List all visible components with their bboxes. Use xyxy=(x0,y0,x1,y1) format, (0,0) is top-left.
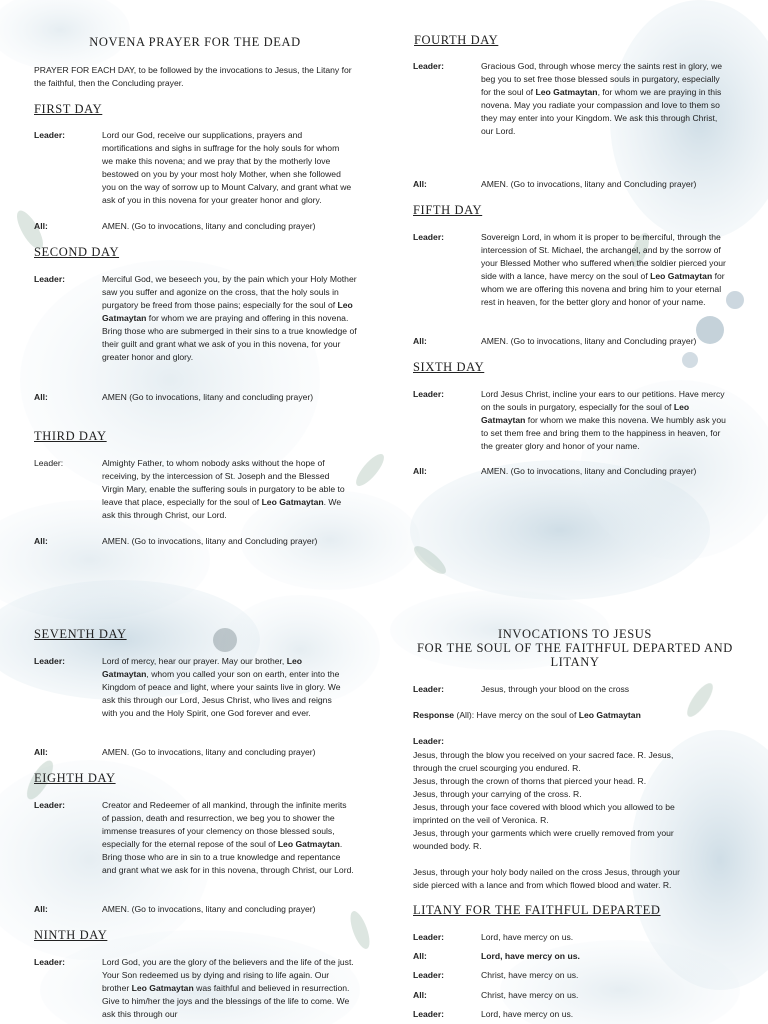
litany-row-label: Leader: xyxy=(413,970,445,980)
heading-fifth-day: FIFTH DAY xyxy=(413,203,483,217)
response-label: Response xyxy=(413,710,455,720)
heading-eighth-day: EIGHTH DAY xyxy=(34,771,116,785)
ninth-day-leader-text: Lord God, you are the glory of the believers and the life of the just. Your Son redeemed us by dying and rising to life again. Our brother Leo Gatmaytan was faithful and believed in resurrection. Give to him/her the joys and the blessings of the life to come. We ask this through our xyxy=(102,957,354,1019)
all-label: All: xyxy=(34,747,48,757)
litany-row-text: Christ, have mercy on us. xyxy=(481,970,579,980)
leader-label: Leader: xyxy=(34,274,66,284)
all-label: All: xyxy=(413,336,427,346)
invocation-line: Jesus, through your garments which were cruelly removed from your xyxy=(413,828,674,838)
heading-litany: LITANY FOR THE FAITHFUL DEPARTED xyxy=(413,903,661,917)
all-label: All: xyxy=(34,536,48,546)
heading-seventh-day: SEVENTH DAY xyxy=(34,627,127,641)
leader-label: Leader: xyxy=(34,130,66,140)
litany-row-label: All: xyxy=(413,990,427,1000)
deceased-name: Leo Gatmaytan xyxy=(481,402,690,425)
litany-row-text: Lord, have mercy on us. xyxy=(481,1009,574,1019)
deceased-name: Leo Gatmaytan xyxy=(261,497,324,507)
litany-row-text: Lord, have mercy on us. xyxy=(481,932,574,942)
invocation-line: side pierced with a lance and from which flowed blood and water. R. xyxy=(413,880,672,890)
leader-label: Leader: xyxy=(413,232,445,242)
intro-text: PRAYER FOR EACH DAY, to be followed by the invocations to Jesus, the Litany for the faithful, then the Concluding prayer. xyxy=(34,65,352,88)
fifth-day-all-text: AMEN. (Go to invocations, litany and Concluding prayer) xyxy=(481,336,697,346)
invocation-line: Jesus, through the crown of thorns that pierced your head. R. xyxy=(413,776,647,786)
all-label: All: xyxy=(34,392,48,402)
leader-label: Leader: xyxy=(413,736,445,746)
fifth-day-leader-text: Sovereign Lord, in whom it is proper to be merciful, through the intercession of St. Michael, the archangel, and by the sorrow of your Blessed Mother who suffered when the soldier pierced your side with a lance, have mercy on the soul of Leo Gatmaytan for whom we are offering this novena and bring him to your eternal rest in heaven, for the better glory and honor of your name. xyxy=(481,232,726,307)
all-label: All: xyxy=(413,466,427,476)
deceased-name: Leo Gatmaytan xyxy=(277,839,340,849)
deceased-name: Leo Gatmaytan xyxy=(102,300,353,323)
invocation-line: Jesus, through your holy body nailed on the cross Jesus, through your xyxy=(413,867,681,877)
leader-label: Leader: xyxy=(413,389,445,399)
leader-label: Leader: xyxy=(413,61,445,71)
response-text: Response (All): Have mercy on the soul of Leo Gatmaytan xyxy=(413,710,641,720)
invocation-line: through the cruel scourging you endured. R. xyxy=(413,763,581,773)
second-day-all-text: AMEN (Go to invocations, litany and concluding prayer) xyxy=(102,392,314,402)
heading-second-day: SECOND DAY xyxy=(34,245,120,259)
fourth-day-all-text: AMEN. (Go to invocations, litany and Concluding prayer) xyxy=(481,179,697,189)
first-day-leader-text: Lord our God, receive our supplications, prayers and mortifications and sighs in suffrage for the holy souls for whom we make this novena; and we pray that by the motherly love bestowed on you by your most holy Mother, when she followed you on the way of sorrow up to Mount Calvary, and grant what we ask of you in this novena for your greater honor and glory. xyxy=(102,130,352,205)
third-day-leader-text: Almighty Father, to whom nobody asks without the hope of receiving, by the intercession of St. Joseph and the Blessed Virgin Mary, enable the suffering souls in purgatory to be able to leave that place, especially for the soul of Leo Gatmaytan. We ask this through Christ, our Lord. xyxy=(102,458,345,520)
eighth-day-all-text: AMEN. (Go to invocations, litany and concluding prayer) xyxy=(102,904,316,914)
leader-label: Leader: xyxy=(413,684,445,694)
all-label: All: xyxy=(34,221,48,231)
deceased-name: Leo Gatmaytan xyxy=(578,710,641,720)
seventh-day-leader-text: Lord of mercy, hear our prayer. May our brother, Leo Gatmaytan, whom you called your son on earth, enter into the Kingdom of peace and light, where your saints live in glory. We ask this through our Lord, Jesus Christ, who lives and reigns with you and the Holy Spirit, one God forever and ever. xyxy=(102,656,341,718)
litany-row-label: Leader: xyxy=(413,1009,445,1019)
leader-label: Leader: xyxy=(34,957,66,967)
heading-sixth-day: SIXTH DAY xyxy=(413,360,485,374)
all-label: All: xyxy=(413,179,427,189)
invocations-title-line-1: INVOCATIONS TO JESUS xyxy=(498,627,652,641)
invocation-line: Jesus, through your face covered with blood which you allowed to be xyxy=(413,802,675,812)
sixth-day-leader-text: Lord Jesus Christ, incline your ears to our petitions. Have mercy on the souls in purgatory, especially for the soul of Leo Gatmaytan for whom we make this novena. We humbly ask you to set them free and bring them to the happiness in heaven, for the greater glory and honor of your name. xyxy=(481,389,726,451)
invocation-line: Jesus, through your carrying of the cross. R. xyxy=(413,789,582,799)
heading-first-day: FIRST DAY xyxy=(34,102,103,116)
invocation-line: Jesus, through the blow you received on your sacred face. R. Jesus, xyxy=(413,750,674,760)
second-day-leader-text: Merciful God, we beseech you, by the pain which your Holy Mother saw you suffer and agonize on the cross, that the holy souls in purgatory be freed from those pains; especially for the soul of Leo Gatmaytan for whom we are praying and offering in this novena. Bring those who are submerged in their sins to a true knowledge of their guilt and grant what we ask of you in this novena, for your greater honor and glory. xyxy=(102,274,357,362)
invocation-line: imprinted on the veil of Veronica. R. xyxy=(413,815,549,825)
first-day-all-text: AMEN. (Go to invocations, litany and concluding prayer) xyxy=(102,221,316,231)
leader-label: Leader: xyxy=(34,458,64,468)
invocations-title-line-2: FOR THE SOUL OF THE FAITHFUL DEPARTED AND xyxy=(417,641,733,655)
deceased-name: Leo Gatmaytan xyxy=(102,656,302,679)
invocation-leader-text: Jesus, through your blood on the cross xyxy=(481,684,630,694)
eighth-day-leader-text: Creator and Redeemer of all mankind, through the infinite merits of passion, death and resurrection, we beg you to shower the immense treasures of your clemency on those blessed souls, especially for the eternal repose of the soul of Leo Gatmaytan. Bring those who are in sin to a true knowledge and repentance and grant what we ask for in this novena, through Christ, our Lord. xyxy=(102,800,354,875)
seventh-day-all-text: AMEN. (Go to invocations, litany and concluding prayer) xyxy=(102,747,316,757)
all-label: All: xyxy=(34,904,48,914)
litany-row-text: Christ, have mercy on us. xyxy=(481,990,579,1000)
litany-row-label: All: xyxy=(413,951,427,961)
sixth-day-all-text: AMEN. (Go to invocations, litany and Concluding prayer) xyxy=(481,466,697,476)
heading-ninth-day: NINTH DAY xyxy=(34,928,108,942)
litany-row-label: Leader: xyxy=(413,932,445,942)
heading-fourth-day: FOURTH DAY xyxy=(414,33,499,47)
heading-third-day: THIRD DAY xyxy=(34,429,107,443)
fourth-day-leader-text: Gracious God, through whose mercy the saints rest in glory, we beg you to set free those blessed souls in purgatory, especially for the soul of Leo Gatmaytan, for whom we are praying in this novena. May you radiate your compassion and love to them so they may enter into your Kingdom. We ask this through Christ, our Lord. xyxy=(481,61,723,136)
deceased-name: Leo Gatmaytan xyxy=(535,87,598,97)
leader-label: Leader: xyxy=(34,800,66,810)
litany-row-text: Lord, have mercy on us. xyxy=(481,951,580,961)
third-day-all-text: AMEN. (Go to invocations, litany and Concluding prayer) xyxy=(102,536,318,546)
leader-label: Leader: xyxy=(34,656,66,666)
deceased-name: Leo Gatmaytan xyxy=(650,271,713,281)
invocation-line: wounded body. R. xyxy=(413,841,482,851)
deceased-name: Leo Gatmaytan xyxy=(131,983,194,993)
invocations-title-line-3: LITANY xyxy=(550,655,600,669)
page-title: NOVENA PRAYER FOR THE DEAD xyxy=(89,35,301,49)
